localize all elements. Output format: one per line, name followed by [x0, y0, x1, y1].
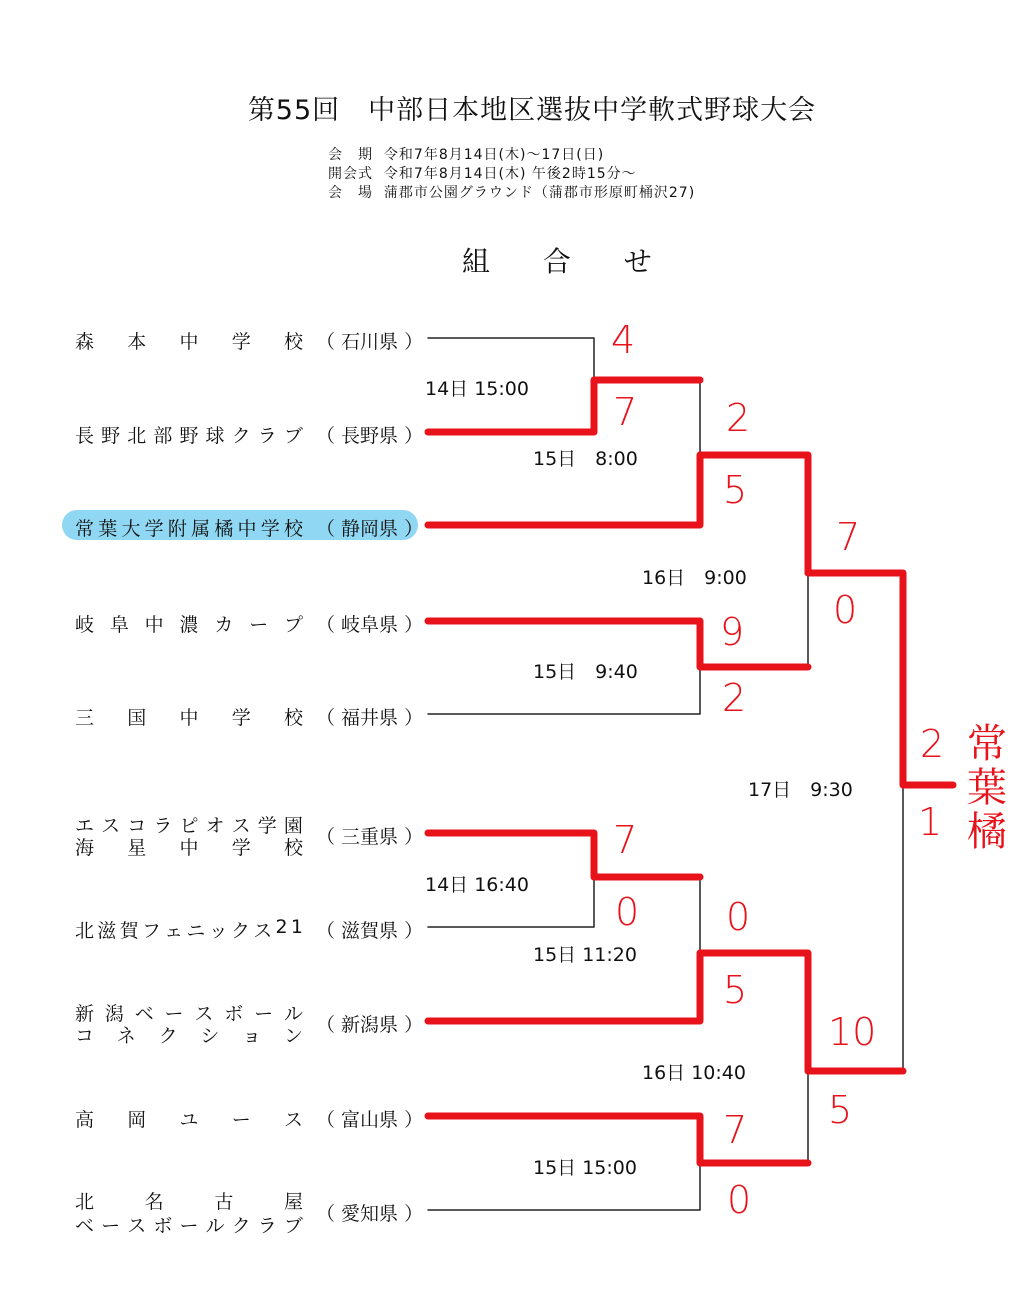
- team-prefecture: （ 三重県 ）: [316, 826, 424, 848]
- team-name-char: ネ: [116, 1025, 136, 1047]
- team-name: [75, 1187, 303, 1214]
- team-name-char: 三: [75, 707, 95, 729]
- team-name-char: 長: [75, 425, 95, 447]
- team-name-char: 1: [290, 916, 303, 938]
- team-name-char: 本: [127, 331, 147, 353]
- team-name-char: ル: [283, 1003, 303, 1025]
- team-name-char: 大: [121, 518, 141, 540]
- team-name-char: 中: [179, 331, 199, 353]
- team-name: [75, 514, 303, 541]
- score: 5: [723, 468, 748, 512]
- score: 5: [828, 1088, 853, 1132]
- game-time: 14日 16:40: [425, 874, 529, 896]
- team-name-char: 潟: [104, 1003, 124, 1025]
- team-name-char: 葉: [98, 518, 118, 540]
- game-time: 15日 11:20: [533, 944, 637, 966]
- score: 4: [611, 318, 636, 362]
- team-name-char: 野: [179, 425, 199, 447]
- team-name-char: ブ: [283, 425, 303, 447]
- score: 1: [918, 800, 943, 844]
- team-name-char: 名: [144, 1191, 164, 1213]
- score: 7: [613, 390, 638, 434]
- team-name-char: 校: [283, 518, 303, 540]
- bracket-heading: 組 合 せ: [462, 245, 674, 278]
- team-name: [75, 610, 303, 637]
- info-value: 蒲郡市公園グラウンド（蒲郡市形原町桶沢27): [383, 185, 696, 201]
- game-time: 15日 15:00: [533, 1157, 637, 1179]
- team-name-char: ピ: [179, 815, 199, 837]
- team-name-char: ラ: [153, 815, 173, 837]
- team-name-char: 学: [231, 837, 251, 859]
- team-name-char: ク: [231, 425, 251, 447]
- team-name-char: 星: [127, 837, 147, 859]
- team-name: [75, 327, 303, 354]
- team-name-char: ス: [194, 1003, 214, 1025]
- team-name-char: ク: [158, 1025, 178, 1047]
- team-name-char: ー: [101, 1215, 121, 1237]
- team-name-char: 部: [153, 425, 173, 447]
- team-prefecture: （ 長野県 ）: [316, 425, 424, 447]
- winner-char: 常: [967, 721, 1007, 767]
- team-name-char: ス: [283, 1109, 303, 1131]
- team-name: [75, 703, 303, 730]
- team-name-char: プ: [283, 614, 303, 636]
- team-name-char: ー: [254, 1003, 274, 1025]
- info-label: 会 期: [328, 147, 373, 163]
- score: 7: [836, 515, 861, 559]
- score: 0: [615, 890, 640, 934]
- team-name-char: オ: [205, 815, 225, 837]
- team-prefecture: （ 静岡県 ）: [316, 518, 424, 540]
- team-prefecture: （ 愛知県 ）: [316, 1203, 424, 1225]
- team-name-char: ー: [249, 614, 269, 636]
- team-name-char: 阜: [109, 614, 129, 636]
- score: 7: [723, 1108, 748, 1152]
- team-name-char: ー: [231, 1109, 251, 1131]
- team-name-char: ル: [205, 1215, 225, 1237]
- team-name-char: 常: [75, 518, 95, 540]
- team-name-char: ス: [253, 920, 273, 942]
- team-name-char: 岡: [127, 1109, 147, 1131]
- info-label: 開会式: [328, 166, 373, 182]
- team-name-char: 校: [283, 707, 303, 729]
- score: 9: [720, 610, 745, 654]
- team-name-char: ッ: [208, 920, 228, 942]
- team-name-char: 濃: [179, 614, 199, 636]
- team-name-char: 屋: [283, 1191, 303, 1213]
- team-name-char: 野: [101, 425, 121, 447]
- team-name-char: 学: [257, 815, 277, 837]
- team-name-char: 国: [127, 707, 147, 729]
- team-name-char: ボ: [153, 1215, 173, 1237]
- team-name-char: ク: [231, 1215, 251, 1237]
- game-time: 15日 8:00: [533, 448, 638, 470]
- team-name-char: ー: [179, 1215, 199, 1237]
- team-name: [75, 916, 303, 943]
- team-name-char: コ: [127, 815, 147, 837]
- team-name-char: 学: [231, 331, 251, 353]
- team-name-char: 学: [144, 518, 164, 540]
- team-name-char: ボ: [224, 1003, 244, 1025]
- team-name-char: ス: [127, 1215, 147, 1237]
- team-name-char: ェ: [164, 920, 184, 942]
- team-name-char: 岐: [75, 614, 95, 636]
- game-time: 16日 10:40: [642, 1062, 746, 1084]
- team-name-char: 学: [260, 518, 280, 540]
- info-label: 会 場: [328, 185, 373, 201]
- team-name-char: 附: [167, 518, 187, 540]
- team-name-char: 校: [283, 331, 303, 353]
- team-name-char: エ: [75, 815, 95, 837]
- team-name-char: 中: [179, 707, 199, 729]
- team-name-char: 北: [75, 1191, 95, 1213]
- team-name-char: 橘: [214, 518, 234, 540]
- team-name-char: 滋: [97, 920, 117, 942]
- team-name-char: ラ: [257, 1215, 277, 1237]
- team-prefecture: （ 滋賀県 ）: [316, 920, 424, 942]
- team-name: [75, 1211, 303, 1238]
- team-name: [75, 421, 303, 448]
- team-name-char: 球: [205, 425, 225, 447]
- team-name-char: ベ: [75, 1215, 95, 1237]
- team-name-char: フ: [141, 920, 161, 942]
- team-name-char: ー: [164, 1003, 184, 1025]
- team-name-char: 中: [144, 614, 164, 636]
- team-name-char: シ: [200, 1025, 220, 1047]
- team-name-char: ス: [101, 815, 121, 837]
- score: 7: [613, 818, 638, 862]
- team-name-char: 森: [75, 331, 95, 353]
- team-name-char: 高: [75, 1109, 95, 1131]
- score: 2: [726, 396, 751, 440]
- score: 10: [828, 1010, 877, 1054]
- winner-char: 葉: [967, 765, 1007, 811]
- team-name-char: 属: [191, 518, 211, 540]
- team-name-char: ン: [283, 1025, 303, 1047]
- winner-label: [963, 722, 1011, 854]
- team-name: [75, 833, 303, 860]
- team-name-char: 賀: [119, 920, 139, 942]
- info-value: 令和7年8月14日(木)～17日(日): [383, 147, 605, 163]
- team-name-char: 中: [237, 518, 257, 540]
- team-name-char: 園: [283, 815, 303, 837]
- page-title: 第55回 中部日本地区選抜中学軟式野球大会: [247, 95, 817, 126]
- team-name-char: ベ: [134, 1003, 154, 1025]
- team-name-char: ニ: [186, 920, 206, 942]
- team-name-char: ブ: [283, 1215, 303, 1237]
- game-time: 17日 9:30: [748, 779, 853, 801]
- team-prefecture: （ 富山県 ）: [316, 1109, 424, 1131]
- score: 2: [722, 676, 747, 720]
- team-name-char: 古: [214, 1191, 234, 1213]
- team-name-char: コ: [75, 1025, 95, 1047]
- score: 0: [727, 1178, 752, 1222]
- team-name-char: ユ: [179, 1109, 199, 1131]
- team-name-char: 北: [75, 920, 95, 942]
- team-name-char: ス: [231, 815, 251, 837]
- game-time: 16日 9:00: [642, 567, 747, 589]
- team-prefecture: （ 新潟県 ）: [316, 1014, 424, 1036]
- team-name: [75, 1105, 303, 1132]
- team-name-char: ク: [230, 920, 250, 942]
- winner-char: 橘: [967, 809, 1007, 855]
- team-name-char: 新: [75, 1003, 95, 1025]
- info-value: 令和7年8月14日(木) 午後2時15分～: [383, 166, 637, 182]
- score: 0: [726, 895, 751, 939]
- team-name-char: 2: [275, 916, 288, 938]
- team-name-char: 海: [75, 837, 95, 859]
- team-name-char: 校: [283, 837, 303, 859]
- team-name-char: 中: [179, 837, 199, 859]
- team-name-char: 北: [127, 425, 147, 447]
- game-time: 15日 9:40: [533, 661, 638, 683]
- team-prefecture: （ 福井県 ）: [316, 707, 424, 729]
- team-name-char: カ: [214, 614, 234, 636]
- team-name: [75, 1021, 303, 1048]
- team-name-char: 学: [231, 707, 251, 729]
- team-prefecture: （ 石川県 ）: [316, 331, 424, 353]
- score: 2: [920, 722, 945, 766]
- score: 5: [723, 968, 748, 1012]
- score: 0: [833, 588, 858, 632]
- team-name-char: ョ: [242, 1025, 262, 1047]
- team-name-char: ラ: [257, 425, 277, 447]
- team-prefecture: （ 岐阜県 ）: [316, 614, 424, 636]
- game-time: 14日 15:00: [425, 378, 529, 400]
